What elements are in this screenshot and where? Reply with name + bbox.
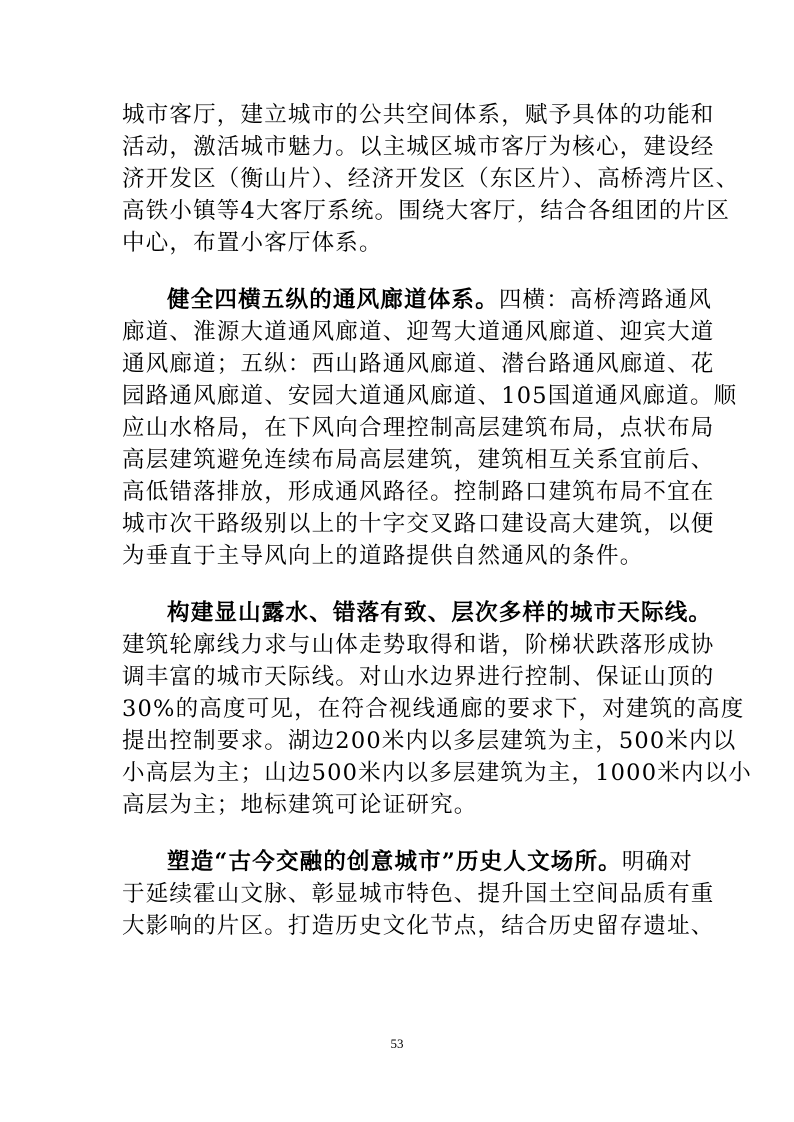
text-line <box>122 445 715 475</box>
text-line <box>122 285 727 315</box>
text-line <box>122 630 715 660</box>
bold-heading-text: 健全四横五纵的通风廊道体系。 <box>167 287 499 313</box>
text-line <box>122 132 715 162</box>
text-segment: 调丰富的城市天际线。对山水边界进行控制、保证山顶的 <box>122 664 715 690</box>
text-line <box>122 662 715 692</box>
text-segment: 四横：高桥湾路通风 <box>498 287 713 313</box>
text-segment: 济开发区（衡山片）、经济开发区（东区片）、高桥湾片区、 <box>122 166 740 192</box>
text-line <box>122 541 682 571</box>
bold-heading-text: 塑造“古今交融的创意城市”历史人文场所。 <box>167 849 622 875</box>
text-line <box>122 381 738 411</box>
text-segment: 小高层为主；山边500米内以多层建筑为主，1000米内以小 <box>122 760 753 786</box>
text-line <box>122 196 731 226</box>
text-line <box>122 911 715 941</box>
text-line <box>122 694 745 724</box>
text-line <box>122 477 715 507</box>
text-segment: 应山水格局，在下风向合理控制高层建筑布局，点状布局 <box>122 415 715 441</box>
text-line <box>122 100 715 130</box>
text-line <box>122 726 737 756</box>
text-line <box>122 317 715 347</box>
text-line <box>122 164 740 194</box>
text-segment: 中心，布置小客厅体系。 <box>122 230 383 256</box>
text-line <box>122 879 715 909</box>
page-number: 53 <box>390 1036 404 1051</box>
text-segment: 城市次干路级别以上的十字交叉路口建设高大建筑，以便 <box>122 511 715 537</box>
text-segment: 大影响的片区。打造历史文化节点，结合历史留存遗址、 <box>122 913 715 939</box>
text-segment: 高铁小镇等4大客厅系统。围绕大客厅，结合各组团的片区 <box>122 198 731 224</box>
text-segment: 于延续霍山文脉、彰显城市特色、提升国土空间品质有重 <box>122 881 715 907</box>
text-segment: 廊道、淮源大道通风廊道、迎驾大道通风廊道、迎宾大道 <box>122 319 715 345</box>
text-segment: 高层为主；地标建筑可论证研究。 <box>122 792 478 818</box>
text-segment: 园路通风廊道、安园大道通风廊道、105国道通风廊道。顺 <box>122 383 738 409</box>
text-segment: 通风廊道；五纵：西山路通风廊道、潜台路通风廊道、花 <box>122 351 715 377</box>
text-segment: 城市客厅，建立城市的公共空间体系，赋予具体的功能和 <box>122 102 715 128</box>
text-segment: 明确对 <box>621 849 693 875</box>
text-segment: 高层建筑避免连续布局高层建筑，建筑相互关系宜前后、 <box>122 447 715 473</box>
text-segment: 提出控制要求。湖边200米内以多层建筑为主，500米内以 <box>122 728 737 754</box>
text-line <box>122 228 682 258</box>
text-line <box>122 758 753 788</box>
text-segment: 为垂直于主导风向上的道路提供自然通风的条件。 <box>122 543 644 569</box>
text-segment: 30%的高度可见，在符合视线通廊的要求下，对建筑的高度 <box>122 696 745 722</box>
text-line <box>122 598 727 628</box>
text-line <box>122 413 715 443</box>
text-line <box>122 509 715 539</box>
text-line <box>122 847 727 877</box>
bold-heading-text: 构建显山露水、错落有致、层次多样的城市天际线。 <box>167 600 713 626</box>
text-segment: 活动，激活城市魅力。以主城区城市客厅为核心，建设经 <box>122 134 715 160</box>
text-line <box>122 349 715 379</box>
text-line <box>122 790 682 820</box>
text-segment: 建筑轮廓线力求与山体走势取得和谐，阶梯状跌落形成协 <box>122 632 715 658</box>
text-segment: 高低错落排放，形成通风路径。控制路口建筑布局不宜在 <box>122 479 715 505</box>
